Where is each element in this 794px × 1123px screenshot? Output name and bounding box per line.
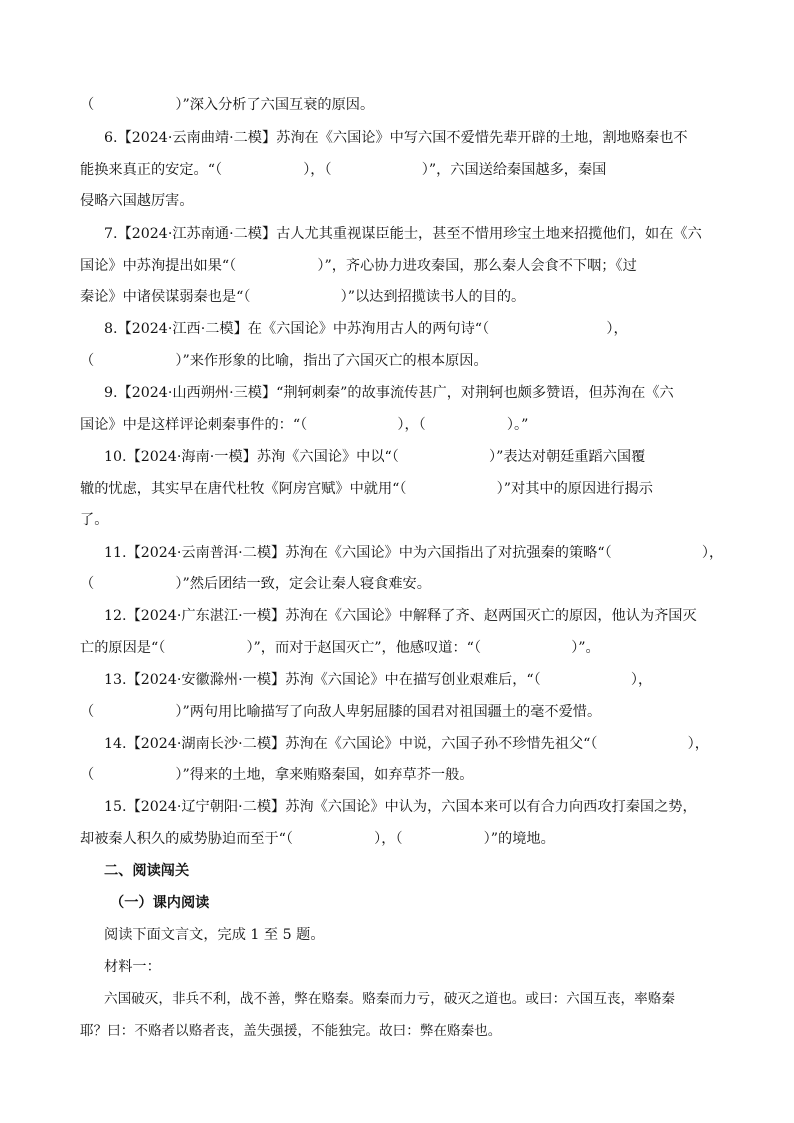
instruction-text: 阅读下面文言文，完成 1 至 5 题。 (104, 927, 325, 943)
text-line: 国论》中是这样评论刺秦事件的：“（ ），（ ）。” (80, 417, 529, 433)
text-line: （ ）”然后团结一致，定会让秦人寝食难安。 (80, 576, 431, 592)
question-8: 8.【2024·江西·二模】在《六国论》中苏洵用古人的两句诗“（ ）， (104, 321, 628, 337)
question-14: 14.【2024·湖南长沙·二模】苏洵在《六国论》中说，六国子孙不珍惜先祖父“（ ）， (104, 736, 709, 752)
text-line: 秦论》中诸侯谋弱秦也是“（ ）”以达到招揽读书人的目的。 (80, 289, 526, 305)
text-line: 却被秦人积久的威势胁迫而至于“（ ），（ ）”的境地。 (80, 831, 555, 847)
subsection-heading: （一）课内阅读 (110, 895, 210, 911)
text-line: 亡的原因是“（ ）”，而对于赵国灭亡”，他感叹道：“（ ）”。 (80, 640, 600, 656)
passage-text: 耶？曰：不赂者以赂者丧，盖失强援，不能独完。故曰：弊在赂秦也。 (80, 1023, 502, 1039)
material-label: 材料一： (104, 959, 161, 975)
question-9: 9.【2024·山西朔州·三模】“荆轲刺秦”的故事流传甚广，对荆轲也颇多赞语，但苏洵在《六 (104, 385, 674, 401)
text-line: 侵略六国越厉害。 (80, 193, 194, 209)
question-11: 11.【2024·云南普洱·二模】苏洵在《六国论》中为六国指出了对抗强秦的策略“（ ）， (104, 545, 724, 561)
question-13: 13.【2024·安徽滁州·一模】苏洵《六国论》中在描写创业艰难后，“（ ）， (104, 672, 653, 688)
text-line: （ ）”两句用比喻描写了向敌人卑躬屈膝的国君对祖国疆土的毫不爱惜。 (80, 704, 602, 720)
passage-text: 六国破灭，非兵不利，战不善，弊在赂秦。赂秦而力亏，破灭之道也。或曰：六国互丧，率赂秦 (104, 991, 675, 1007)
text-line: （ ）”深入分析了六国互衰的原因。 (80, 97, 375, 113)
question-10: 10.【2024·海南·一模】苏洵《六国论》中以“（ ）”表达对朝廷重蹈六国覆 (104, 449, 646, 465)
text-line: 了。 (80, 512, 109, 528)
question-12: 12.【2024·广东湛江·一模】苏洵在《六国论》中解释了齐、赵两国灭亡的原因，他认为齐国灭 (104, 608, 697, 624)
question-6: 6.【2024·云南曲靖·二模】苏洵在《六国论》中写六国不爱惜先辈开辟的土地，割地赂秦也不 (104, 130, 688, 146)
question-7: 7.【2024·江苏南通·二模】古人尤其重视谋臣能士，甚至不惜用珍宝土地来招揽他们，如在《六 (104, 226, 702, 242)
section-heading: 二、阅读闯关 (104, 863, 190, 879)
text-line: （ ）”得来的土地，拿来贿赂秦国，如弃草芥一般。 (80, 767, 474, 783)
text-line: 国论》中苏洵提出如果“（ ）”，齐心协力进攻秦国，那么秦人会食不下咽；《过 (80, 258, 637, 274)
text-line: 辙的忧虑，其实早在唐代杜牧《阿房宫赋》中就用“（ ）”对其中的原因进行揭示 (80, 481, 653, 497)
text-line: 能换来真正的安定。“（ ），（ ）”，六国送给秦国越多，秦国 (80, 162, 607, 178)
question-15: 15.【2024·辽宁朝阳·二模】苏洵《六国论》中认为，六国本来可以有合力向西攻打秦国之势， (104, 799, 697, 815)
text-line: （ ）”来作形象的比喻，指出了六国灭亡的根本原因。 (80, 353, 488, 369)
